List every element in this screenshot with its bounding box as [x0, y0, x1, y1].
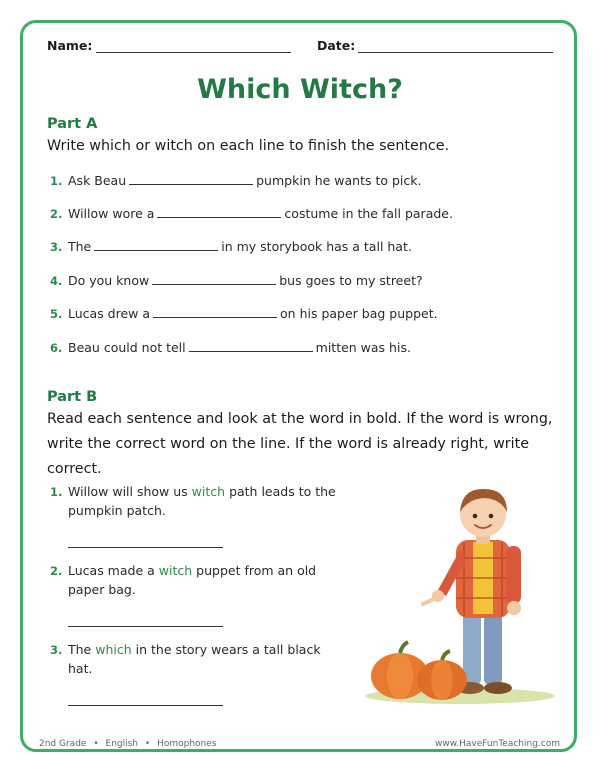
instruction-line: write the correct word on the line. If the word is already right, write	[47, 436, 530, 452]
sentence-line	[68, 482, 336, 501]
instruction-line: correct.	[47, 461, 102, 477]
sentence-start: Lucas made a	[68, 563, 155, 578]
pumpkin-icon	[417, 651, 467, 700]
sentence-end: in the story wears a tall black	[135, 642, 321, 657]
sentence-start: Ask Beau	[68, 173, 127, 188]
footer-site: www.HaveFunTeaching.com	[434, 739, 560, 749]
answer-line	[68, 626, 223, 627]
bold-word: witch	[191, 484, 226, 499]
item-sentence	[68, 304, 438, 323]
item-number: 5.	[50, 307, 63, 321]
sentence-start: Lucas drew a	[68, 306, 151, 321]
part-b-instruction	[47, 407, 552, 482]
sentence-line: pumpkin patch.	[68, 503, 166, 518]
sentence-line	[68, 640, 321, 659]
sentence-end: mitten was his.	[315, 340, 411, 355]
name-label: Name:	[47, 38, 93, 53]
sentence-end: on his paper bag puppet.	[280, 306, 438, 321]
item-number: 2.	[50, 207, 63, 221]
sentence-start: Willow will show us	[68, 484, 188, 499]
item-sentence	[68, 171, 422, 190]
answer-blank	[129, 172, 253, 185]
instruction-line: Read each sentence and look at the word in bold. If the word is wrong,	[47, 411, 553, 427]
sentence-start: The	[68, 642, 92, 657]
answer-blank	[152, 272, 276, 285]
part-b-heading: Part B	[47, 389, 98, 405]
date-line	[358, 52, 553, 53]
sentence-line: paper bag.	[68, 582, 136, 597]
sentence-end: puppet from an old	[196, 563, 317, 578]
item-number: 6.	[50, 341, 63, 355]
date-label: Date:	[317, 38, 356, 53]
item-number: 1.	[50, 485, 63, 499]
sentence-start: Willow wore a	[68, 206, 155, 221]
answer-line	[68, 547, 223, 548]
item-sentence	[68, 237, 412, 256]
sentence-end: pumpkin he wants to pick.	[256, 173, 422, 188]
answer-blank	[189, 339, 313, 352]
item-number: 4.	[50, 274, 63, 288]
bold-word: which	[95, 642, 132, 657]
answer-blank	[157, 205, 281, 218]
item-sentence	[68, 482, 336, 520]
sentence-end: path leads to the	[229, 484, 336, 499]
separator: •	[144, 739, 151, 749]
grade-tag: 2nd Grade	[39, 739, 87, 749]
item-number: 3.	[50, 643, 63, 657]
sentence-line	[68, 561, 316, 580]
boy-with-pumpkins-illustration	[360, 478, 560, 708]
answer-blank	[153, 305, 277, 318]
sentence-line: hat.	[68, 661, 93, 676]
item-number: 2.	[50, 564, 63, 578]
topic-tag: Homophones	[157, 739, 217, 749]
item-number: 1.	[50, 174, 63, 188]
answer-line	[68, 705, 223, 706]
item-sentence	[68, 338, 411, 357]
separator: •	[93, 739, 99, 749]
item-sentence	[68, 561, 316, 599]
item-sentence	[68, 271, 423, 290]
bold-word: witch	[158, 563, 193, 578]
sentence-end: costume in the fall parade.	[284, 206, 453, 221]
sentence-end: in my storybook has a tall hat.	[221, 239, 412, 254]
sentence-start: Do you know	[68, 273, 150, 288]
page-title: Which Witch?	[197, 74, 403, 105]
subject-tag: English	[105, 739, 139, 749]
sentence-end: bus goes to my street?	[279, 273, 423, 288]
item-sentence	[68, 204, 453, 223]
name-line	[96, 52, 291, 53]
sentence-start: The	[68, 239, 92, 254]
answer-blank	[94, 238, 218, 251]
item-number: 3.	[50, 240, 63, 254]
footer-tags	[39, 739, 216, 749]
part-a-heading: Part A	[47, 116, 98, 132]
sentence-start: Beau could not tell	[68, 340, 186, 355]
item-sentence	[68, 640, 321, 678]
part-a-instruction: Write which or witch on each line to finish the sentence.	[47, 138, 450, 154]
